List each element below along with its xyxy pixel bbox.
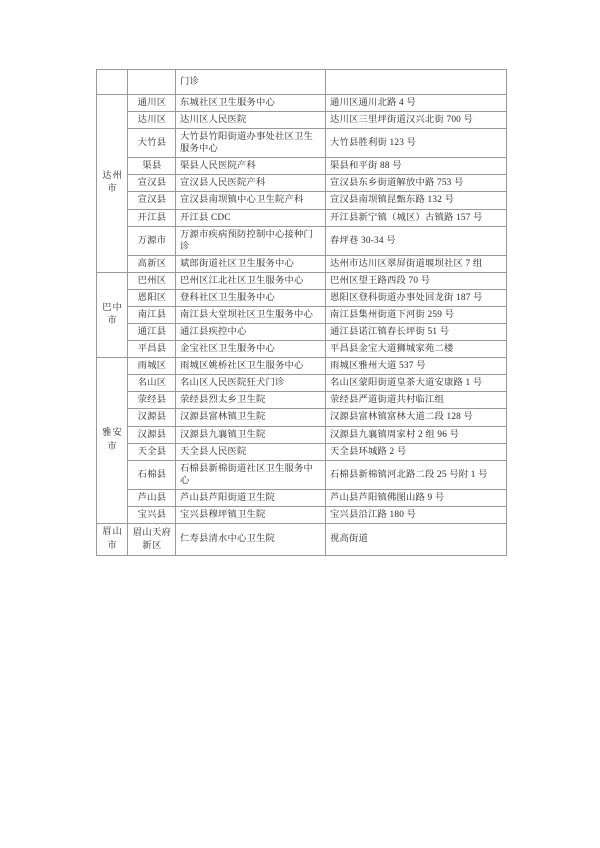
address-cell: 达州市达川区翠屏街道堰坝社区 7 组 xyxy=(326,255,507,272)
institution-cell: 南江县大堂坝社区卫生服务中心 xyxy=(176,307,326,324)
institution-cell: 巴州区江北社区卫生服务中心 xyxy=(176,272,326,289)
district-cell: 高新区 xyxy=(128,255,176,272)
district-cell: 宝兴县 xyxy=(128,506,176,523)
institution-cell: 仁寿县清水中心卫生院 xyxy=(176,524,326,556)
address-cell: 宝兴县沿江路 180 号 xyxy=(326,506,507,523)
vaccination-clinic-table xyxy=(96,69,507,556)
city-cell: 雅安市 xyxy=(97,358,128,524)
institution-cell: 宣汉县人民医院产科 xyxy=(176,175,326,192)
address-cell: 春坪巷 30-34 号 xyxy=(326,226,507,255)
table-row xyxy=(97,226,507,255)
institution-cell: 汉源县富林镇卫生院 xyxy=(176,409,326,426)
table-row xyxy=(97,506,507,523)
district-cell: 平昌县 xyxy=(128,341,176,358)
table-row xyxy=(97,289,507,306)
table-row xyxy=(97,158,507,175)
district-cell: 万源市 xyxy=(128,226,176,255)
address-cell: 巴州区望王路西段 70 号 xyxy=(326,272,507,289)
address-cell: 芦山县芦阳镇佛图山路 9 号 xyxy=(326,489,507,506)
institution-cell: 宝兴县穆坪镇卫生院 xyxy=(176,506,326,523)
institution-cell: 大竹县竹阳街道办事处社区卫生服务中心 xyxy=(176,129,326,158)
address-cell: 通川区通川北路 4 号 xyxy=(326,95,507,112)
address-cell: 渠县和平街 88 号 xyxy=(326,158,507,175)
address-cell: 石棉县新棉镇河北路二段 25 号附 1 号 xyxy=(326,460,507,489)
table-row xyxy=(97,341,507,358)
institution-cell: 开江县 CDC xyxy=(176,209,326,226)
table-row xyxy=(97,489,507,506)
institution-cell: 登科社区卫生服务中心 xyxy=(176,289,326,306)
institution-cell: 名山区人民医院狂犬门诊 xyxy=(176,375,326,392)
table-row xyxy=(97,426,507,443)
district-cell: 荥经县 xyxy=(128,392,176,409)
district-cell: 芦山县 xyxy=(128,489,176,506)
district-cell: 通江县 xyxy=(128,324,176,341)
institution-cell: 石棉县新棉街道社区卫生服务中心 xyxy=(176,460,326,489)
header-cell-city xyxy=(97,70,128,95)
table-row xyxy=(97,272,507,289)
district-cell: 名山区 xyxy=(128,375,176,392)
table-header-row xyxy=(97,70,507,95)
address-cell: 南江县集州街道下河街 259 号 xyxy=(326,307,507,324)
address-cell: 荥经县严道街道共村临江组 xyxy=(326,392,507,409)
institution-cell: 天全县人民医院 xyxy=(176,443,326,460)
header-cell-address xyxy=(326,70,507,95)
address-cell: 汉源县富林镇富林大道二段 128 号 xyxy=(326,409,507,426)
institution-cell: 宣汉县南坝镇中心卫生院产科 xyxy=(176,192,326,209)
institution-cell: 金宝社区卫生服务中心 xyxy=(176,341,326,358)
header-cell-district xyxy=(128,70,176,95)
city-cell: 巴中市 xyxy=(97,272,128,357)
district-cell: 石棉县 xyxy=(128,460,176,489)
address-cell: 达川区三里坪街道汉兴北街 700 号 xyxy=(326,112,507,129)
table-row xyxy=(97,129,507,158)
district-cell: 开江县 xyxy=(128,209,176,226)
institution-cell: 通江县疾控中心 xyxy=(176,324,326,341)
district-cell: 通川区 xyxy=(128,95,176,112)
city-cell: 达州市 xyxy=(97,95,128,273)
address-cell: 开江县新宁镇（城区）古镇路 157 号 xyxy=(326,209,507,226)
district-cell: 渠县 xyxy=(128,158,176,175)
institution-cell: 汉源县九襄镇卫生院 xyxy=(176,426,326,443)
address-cell: 恩阳区登科街道办事处回龙街 187 号 xyxy=(326,289,507,306)
institution-cell: 荥经县烈太乡卫生院 xyxy=(176,392,326,409)
table-row xyxy=(97,358,507,375)
district-cell: 大竹县 xyxy=(128,129,176,158)
district-cell: 天全县 xyxy=(128,443,176,460)
table-row xyxy=(97,409,507,426)
institution-cell: 渠县人民医院产科 xyxy=(176,158,326,175)
table-row xyxy=(97,460,507,489)
district-cell: 巴州区 xyxy=(128,272,176,289)
table-row xyxy=(97,209,507,226)
table-row xyxy=(97,175,507,192)
district-cell: 汉源县 xyxy=(128,409,176,426)
table-row xyxy=(97,443,507,460)
table-row xyxy=(97,307,507,324)
table-row xyxy=(97,375,507,392)
table-row xyxy=(97,524,507,556)
district-cell: 达川区 xyxy=(128,112,176,129)
address-cell: 雨城区雅州大道 537 号 xyxy=(326,358,507,375)
table-row xyxy=(97,192,507,209)
address-cell: 天全县环城路 2 号 xyxy=(326,443,507,460)
district-cell: 宣汉县 xyxy=(128,175,176,192)
address-cell: 大竹县胜利街 123 号 xyxy=(326,129,507,158)
institution-cell: 斌郎街道社区卫生服务中心 xyxy=(176,255,326,272)
address-cell: 名山区蒙阳街道皇茶大道安康路 1 号 xyxy=(326,375,507,392)
institution-cell: 东城社区卫生服务中心 xyxy=(176,95,326,112)
institution-cell: 万源市疾病预防控制中心接种门诊 xyxy=(176,226,326,255)
header-cell-outpatient: 门诊 xyxy=(176,70,326,95)
table-row xyxy=(97,112,507,129)
address-cell: 视高街道 xyxy=(326,524,507,556)
address-cell: 汉源县九襄镇周家村 2 组 96 号 xyxy=(326,426,507,443)
institution-cell: 雨城区姚桥社区卫生服务中心 xyxy=(176,358,326,375)
address-cell: 宣汉县南坝镇昆甄东路 132 号 xyxy=(326,192,507,209)
city-cell: 眉山市 xyxy=(97,524,128,556)
district-cell: 汉源县 xyxy=(128,426,176,443)
table-row xyxy=(97,324,507,341)
district-cell: 南江县 xyxy=(128,307,176,324)
table-row xyxy=(97,255,507,272)
institution-cell: 芦山县芦阳街道卫生院 xyxy=(176,489,326,506)
district-cell: 雨城区 xyxy=(128,358,176,375)
address-cell: 宣汉县东乡街道解放中路 753 号 xyxy=(326,175,507,192)
table-row xyxy=(97,95,507,112)
district-cell: 眉山天府新区 xyxy=(128,524,176,556)
address-cell: 通江县诺江镇春长坪街 51 号 xyxy=(326,324,507,341)
address-cell: 平昌县金宝大道狮城家苑二楼 xyxy=(326,341,507,358)
district-cell: 宣汉县 xyxy=(128,192,176,209)
district-cell: 恩阳区 xyxy=(128,289,176,306)
table-row xyxy=(97,392,507,409)
institution-cell: 达川区人民医院 xyxy=(176,112,326,129)
